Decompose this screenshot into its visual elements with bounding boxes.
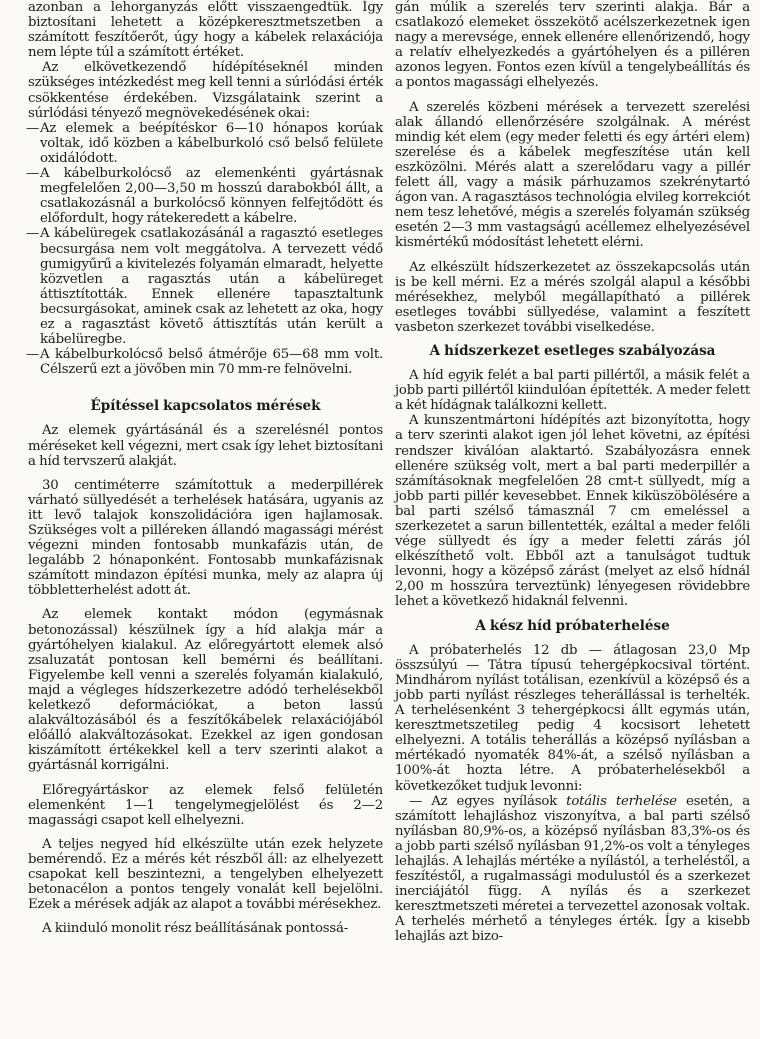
section-heading: Építéssel kapcsolatos mérések [90, 398, 321, 415]
section-heading: A kész híd próbaterhelése [475, 617, 670, 634]
paragraph: Előregyártáskor az elemek felső felületén elemenként 1—1 tengelymegjelölést és 2—2 magassági csapot kell elhelyezni. [28, 782, 383, 828]
paragraph: A kunszentmártoni hídépítés azt bizonyította, hogy a terv szerinti alakot igen jól lehet követni, az építési rendszer kiválóan alaktartó. Szabályozásra ennek ellenére szükség volt, mert a bal parti mederpillér a számításoknak megfelelően 28 cmt-t süllyedt, míg a jobb parti pillér kevesebbet. Ennek kiküszöbölésére a bal parti szélső támasznál 7 cm emeléssel a szerkezetet a sarun billentették, ezáltal a meder felőli vége süllyedt és így a meder feletti zárás jól elkészíthető volt. Ebből azt a tanulságot tudtuk levonni, hogy a középső zárást (melyet az első hídnál 2,00 m hosszúra terveztünk) lényegesen rövidebbre lehet a következő hidaknál felvenni. [395, 413, 750, 610]
paragraph: 30 centiméterre számítottuk a mederpillérek várható süllyedését a terhelések hatására, ugyanis az itt levő talajok konszolidációra igen hajlamosak. Szükséges volt a pilléreken állandó magassági mérést végezni minden fontosabb munkafázis után, de legalább 2 hónaponként. Fontosabb munkafázisnak számított mindazon építési munka, mely az alapra új többletterhelést adott át. [28, 477, 383, 599]
paragraph: A kiinduló monolit rész beállításának pontossá- [42, 921, 349, 937]
paragraph: Az elkészült hídszerkezetet az összekapcsolás után is be kell mérni. Ez a mérés szolgál alapul a későbbi mérésekhez, melyből megállapítható a pillérek esetleges további süllyedése, valamint a feszített vasbeton szerkezet további viselkedése. [395, 259, 750, 335]
paragraph: A próbaterhelés 12 db — átlagosan 23,0 Mp összsúlyú — Tátra típusú tehergépkocsival történt. Mindhárom nyílást totálisan, ezenkívül a középső és a jobb parti nyílást részleges teherállással is terhelték. A terhelésenként 3 tehergépkocsi állt egymás után, keresztmetszetileg pedig 4 kocsisort lehetett elhelyezni. A totális teherállás a középső nyílásban a mértékadó nyomaték 84%-át, a szélső nyílásban a 100%-át hozta létre. A próbaterhelésekből a következőket tudjuk levonni: [395, 642, 750, 794]
paragraph: A híd egyik felét a bal parti pillértől, a másik felét a jobb parti pillértől kiindulóan építették. A meder felett a két hídágnak találkozni kellett. [395, 368, 750, 414]
right-column [395, 0, 750, 1039]
list-item: — A kábelburkolócső belső átmérője 65—68 mm volt. Célszerű ezt a jövőben min 70 mm-re felnövelni. [26, 347, 383, 378]
paragraph-continued: azonban a lehorganyzás előtt visszaengedtük. Így biztosítani lehetett a középkeresztmetszetben a számított feszítőerőt, úgy hogy a kábelek relaxációja nem lépte túl a számított értéket. [28, 0, 383, 61]
paragraph-continued: gán múlik a szerelés terv szerinti alakja. Bár a csatlakozó elemeket összekötő acélszerkezetnek igen nagy a merevsége, ennek ellenére ellenőrizendő, hogy a relatív elhelyezkedés a gyártóhelyen és a pilléren azonos legyen. Fontos ezen kívül a tengelybeállítás és a pontos magassági elhelyezés. [395, 0, 750, 91]
paragraph-total-load: — Az egyes nyílások totális terhelése esetén, a számított lehajláshoz viszonyítva, a bal parti szélső nyílásban 80,9%-os, a középső nyílásban 83,3%-os és a jobb parti szélső nyílásban 91,2%-os volt a tényleges lehajlás. A lehajlás mértéke a nyílástól, a terheléstől, a feszítéstől, a rugalmassági modulustól és a szerkezet inerciájától függ. A nyílás és a szerkezet keresztmetszeti méretei a tervezettel azonosak voltak. A terhelés mérhető a tényleges érték. Így a kisebb lehajlás azt bizo- [395, 793, 750, 945]
list-item: — Az elemek a beépítéskor 6—10 hónapos korúak voltak, idő közben a kábelburkoló cső belső felülete oxidálódott. [26, 120, 383, 166]
left-column [28, 0, 383, 1039]
list-item: — A kábelburkolócső az elemenkénti gyártásnak megfelelően 2,00—3,50 m hosszú darabokból állt, a csatlakozásnál a burkolócső könnyen felfejtődött és előfordult, hogy rátekeredett a kábelre. [26, 166, 383, 227]
paragraph: A szerelés közbeni mérések a tervezett szerelési alak állandó ellenőrzésére szolgálnak. A mérést mindig két elem (egy meder feletti és egy ártéri elem) szerelése és a kábelek megfeszítése után kell eszközölni. Mérés alatt a szerelődaru vagy a pillér felett áll, vagy a másik párhuzamos szekrénytartó ágon van. A ragasztásos technológia elvileg korrekciót nem tesz lehetővé, mégis a szerelés folyamán szükség esetén 2—3 mm vastagságú acéllemez elhelyezésével kismértékű módosítást lehetett elérni. [395, 99, 750, 251]
paragraph-friction-intro: Az elkövetkezendő hídépítéseknél minden szükséges intézkedést meg kell tenni a súrlódási érték csökkentése érdekében. Vizsgálataink szerint a súrlódási tényező megnövekedésének okai: [28, 60, 383, 121]
paragraph: Az elemek kontakt módon (egymásnak betonozással) készülnek így a híd alakja már a gyártóhelyen kialakul. Az előregyártott elemek alsó zsaluzatát pontosan kell bemérni és beállítani. Figyelembe kell venni a szerelés folyamán kialakuló, majd a végleges hídszerkezetre adódó terhelésekből keletkező deformációkat, a beton lassú alakváltozásából és a feszítőkábelek relaxációjából előálló alakváltozásokat. Ezekkel az igen gondosan kiszámított értékekkel kell a terv szerinti alakot a gyártásnál korrigálni. [28, 607, 383, 774]
section-heading: A hídszerkezet esetleges szabályozása [429, 342, 716, 359]
paragraph: Az elemek gyártásánál és a szerelésnél pontos méréseket kell végezni, mert csak így lehet biztosítani a híd tervszerű alakját. [28, 423, 383, 469]
paragraph: A teljes negyed híd elkészülte után ezek helyzete bemérendő. Ez a mérés két részből áll: az elhelyezett csapokat kell beszintezni, a tengelyben elhelyezett betonacélon a pontos tengely vonalát kell bejelölni. Ezek a mérések adják az alapot a további mérésekhez. [28, 836, 383, 913]
list-item: — A kábelüregek csatlakozásánál a ragasztó esetleges becsurgása nem volt meggátolva. A tervezett védő gumigyűrű a kivitelezés folyamán elmaradt, helyette közvetlen a ragasztás után a kábelüreget áttisztították. Ennek ellenére tapasztaltunk becsurgásokat, aminek csak az lehetett az oka, hogy ez a ragasztást követő áttisztítás után került a kábelüregbe. [26, 226, 383, 348]
